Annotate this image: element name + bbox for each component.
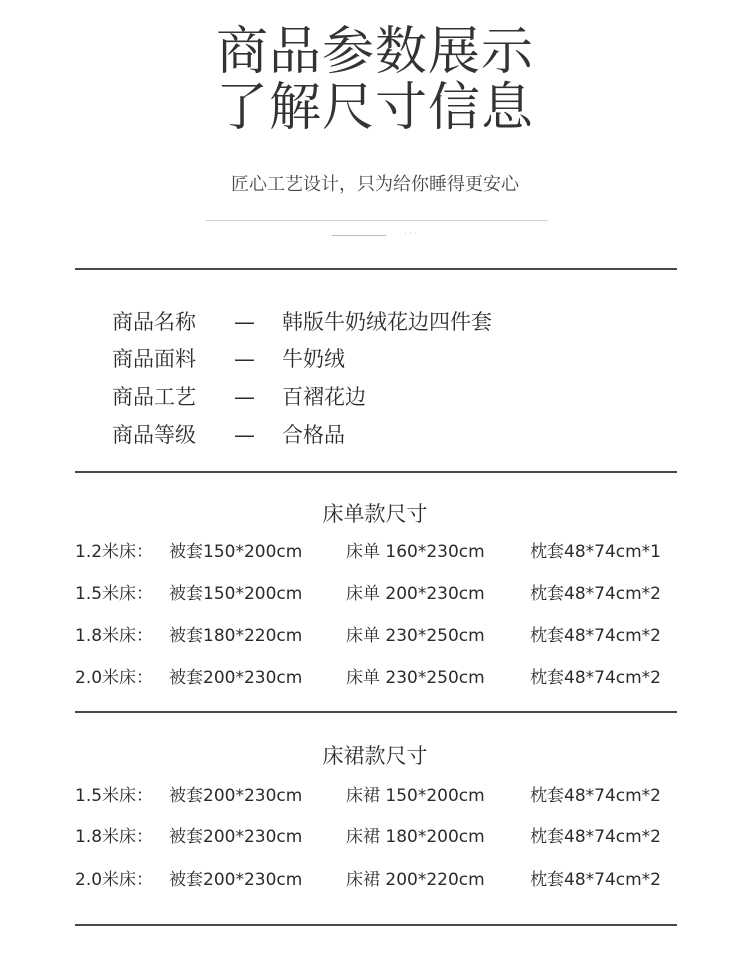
param-row bbox=[112, 340, 345, 378]
param-value: 合格品 bbox=[282, 423, 345, 447]
bed-size: 1.5米床： bbox=[75, 584, 154, 604]
param-value: 牛奶绒 bbox=[282, 347, 345, 371]
param-value: 百褶花边 bbox=[282, 385, 366, 409]
bed-size: 1.8米床： bbox=[75, 827, 154, 847]
sheet-size: 床单 200*230cm bbox=[346, 584, 485, 604]
decorative-dots: · · · bbox=[404, 229, 417, 238]
section-divider bbox=[75, 711, 677, 713]
section-divider bbox=[75, 471, 677, 473]
page-title: 商品参数展示 bbox=[215, 22, 534, 82]
bed-size: 1.2米床： bbox=[75, 542, 154, 562]
param-value: 韩版牛奶绒花边四件套 bbox=[282, 310, 492, 334]
param-label: 商品等级 bbox=[112, 423, 196, 447]
page-subheading: 了解尺寸信息 bbox=[215, 78, 534, 138]
duvet-size: 被套150*200cm bbox=[169, 542, 303, 562]
pillow-size: 枕套48*74cm*2 bbox=[530, 668, 661, 688]
param-dash: — bbox=[234, 310, 255, 334]
pillow-size: 枕套48*74cm*2 bbox=[530, 584, 661, 604]
sheet-size: 床单 230*250cm bbox=[346, 668, 485, 688]
sheet-size: 床单 160*230cm bbox=[346, 542, 485, 562]
param-row bbox=[112, 416, 345, 454]
pillow-size: 枕套48*74cm*2 bbox=[530, 626, 661, 646]
bed-skirt-size: 床裙 200*220cm bbox=[346, 870, 485, 890]
section-divider bbox=[75, 924, 677, 926]
bed-size: 1.5米床： bbox=[75, 786, 154, 806]
divider bbox=[206, 220, 548, 221]
bed-size: 1.8米床： bbox=[75, 626, 154, 646]
divider bbox=[332, 235, 386, 236]
tagline: 匠心工艺设计，只为给你睡得更安心 bbox=[231, 174, 519, 195]
param-dash: — bbox=[234, 385, 255, 409]
section-divider bbox=[75, 268, 677, 270]
bed-size: 2.0米床： bbox=[75, 870, 154, 890]
pillow-size: 枕套48*74cm*2 bbox=[530, 827, 661, 847]
bed-skirt-size: 床裙 180*200cm bbox=[346, 827, 485, 847]
param-dash: — bbox=[234, 347, 255, 371]
pillow-size: 枕套48*74cm*1 bbox=[530, 542, 661, 562]
duvet-size: 被套200*230cm bbox=[169, 668, 303, 688]
duvet-size: 被套200*230cm bbox=[169, 870, 303, 890]
duvet-size: 被套200*230cm bbox=[169, 786, 303, 806]
duvet-size: 被套200*230cm bbox=[169, 827, 303, 847]
bed-skirt-size: 床裙 150*200cm bbox=[346, 786, 485, 806]
param-label: 商品名称 bbox=[112, 310, 196, 334]
sheet-size: 床单 230*250cm bbox=[346, 626, 485, 646]
skirt-section-title: 床裙款尺寸 bbox=[322, 744, 428, 768]
sheet-section-title: 床单款尺寸 bbox=[322, 502, 428, 526]
param-label: 商品面料 bbox=[112, 347, 196, 371]
pillow-size: 枕套48*74cm*2 bbox=[530, 786, 661, 806]
param-row bbox=[112, 378, 366, 416]
param-label: 商品工艺 bbox=[112, 385, 196, 409]
duvet-size: 被套180*220cm bbox=[169, 626, 303, 646]
duvet-size: 被套150*200cm bbox=[169, 584, 303, 604]
pillow-size: 枕套48*74cm*2 bbox=[530, 870, 661, 890]
bed-size: 2.0米床： bbox=[75, 668, 154, 688]
param-row bbox=[112, 303, 492, 341]
param-dash: — bbox=[234, 423, 255, 447]
